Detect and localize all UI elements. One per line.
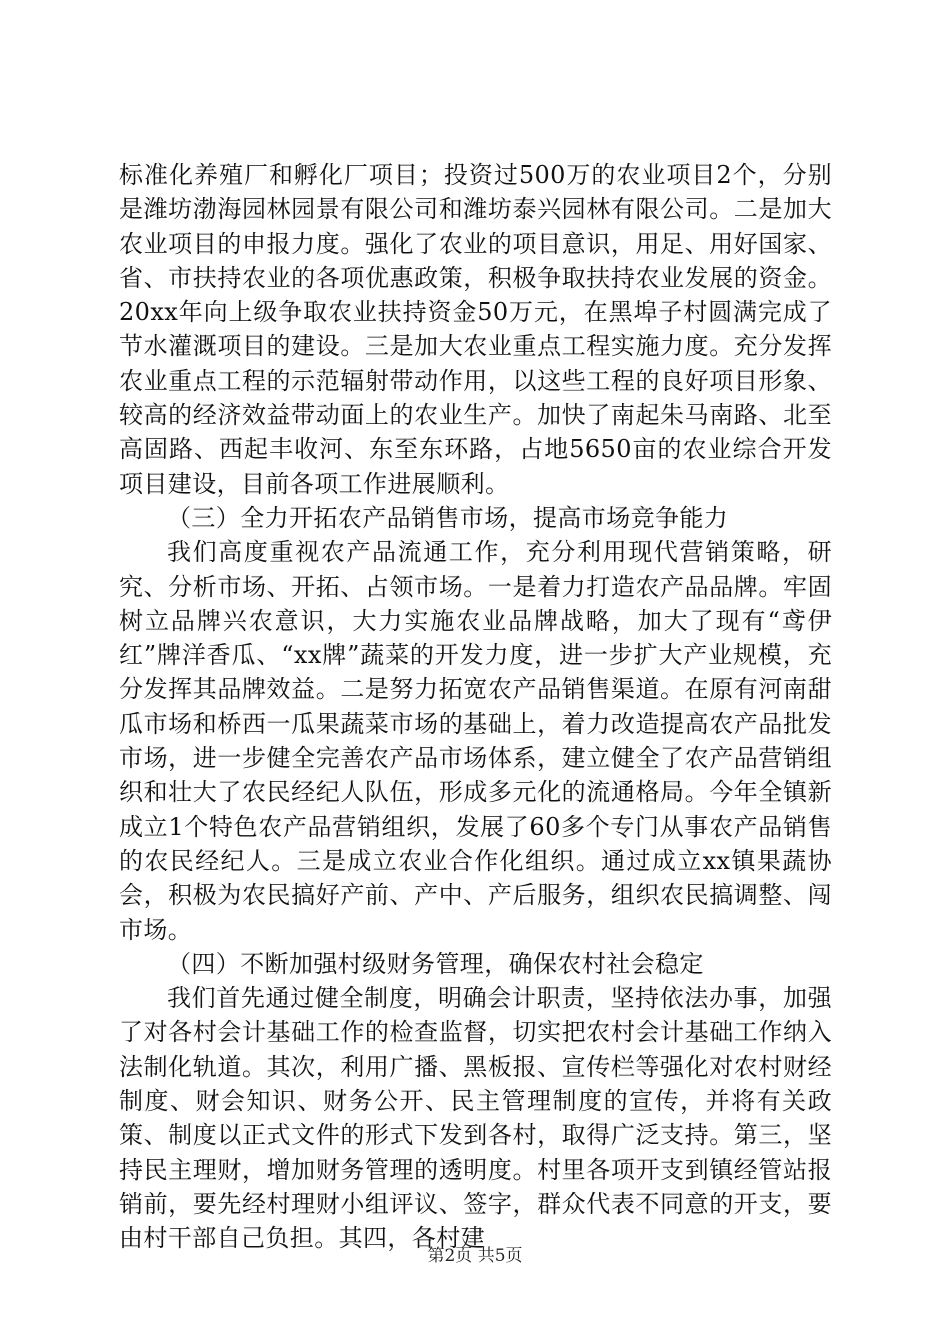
paragraph-finance: 我们首先通过健全制度，明确会计职责，坚持依法办事，加强了对各村会计基础工作的检查监督，切实把农村会计基础工作纳入法制化轨道。其次，利用广播、黑板报、宣传栏等强化对农村财经制度、财会知识、财务公开、民主管理制度的宣传，并将有关政策、制度以正式文件的形式下发到各村，取得广泛支持。第三，坚持民主理财，增加财务管理的透明度。村里各项开支到镇经管站报销前，要先经村理财小组评议、签字，群众代表不同意的开支，要由村干部自己负担。其四，各村建 [119,984,832,1253]
page-footer [0,1244,950,1268]
paragraph-market: 我们高度重视农产品流通工作，充分利用现代营销策略，研究、分析市场、开拓、占领市场。一是着力打造农产品品牌。牢固树立品牌兴农意识，大力实施农业品牌战略，加大了现有“鸢伊红”牌洋香瓜、“xx牌”蔬菜的开发力度，进一步扩大产业规模，充分发挥其品牌效益。二是努力拓宽农产品销售渠道。在原有河南甜瓜市场和桥西一瓜果蔬菜市场的基础上，着力改造提高农产品批发市场，进一步健全完善农产品市场体系，建立健全了农产品营销组织和壮大了农民经纪人队伍，形成多元化的流通格局。今年全镇新成立1个特色农产品营销组织，发展了60多个专门从事农产品销售的农民经纪人。三是成立农业合作化组织。通过成立xx镇果蔬协会，积极为农民搞好产前、产中、产后服务，组织农民搞调整、闯市场。 [119,538,832,944]
page-number-label: 第2页 共5页 [427,1246,523,1266]
section-heading-four: （四）不断加强村级财务管理，确保农村社会稳定 [167,949,704,978]
document-body [119,158,832,1256]
section-heading-three: （三）全力开拓农产品销售市场，提高市场竞争能力 [167,503,729,532]
paragraph-continuation: 标准化养殖厂和孵化厂项目；投资过500万的农业项目2个，分别是潍坊渤海园林园景有限公司和潍坊泰兴园林有限公司。二是加大农业项目的申报力度。强化了农业的项目意识，用足、用好国家、省、市扶持农业的各项优惠政策，积极争取扶持农业发展的资金。20xx年向上级争取农业扶持资金50万元，在黑埠子村圆满完成了节水灌溉项目的建设。三是加大农业重点工程实施力度。充分发挥农业重点工程的示范辐射带动作用，以这些工程的良好项目形象、较高的经济效益带动面上的农业生产。加快了南起朱马南路、北至高固路、西起丰收河、东至东环路，占地5650亩的农业综合开发项目建设，目前各项工作进展顺利。 [119,161,832,498]
